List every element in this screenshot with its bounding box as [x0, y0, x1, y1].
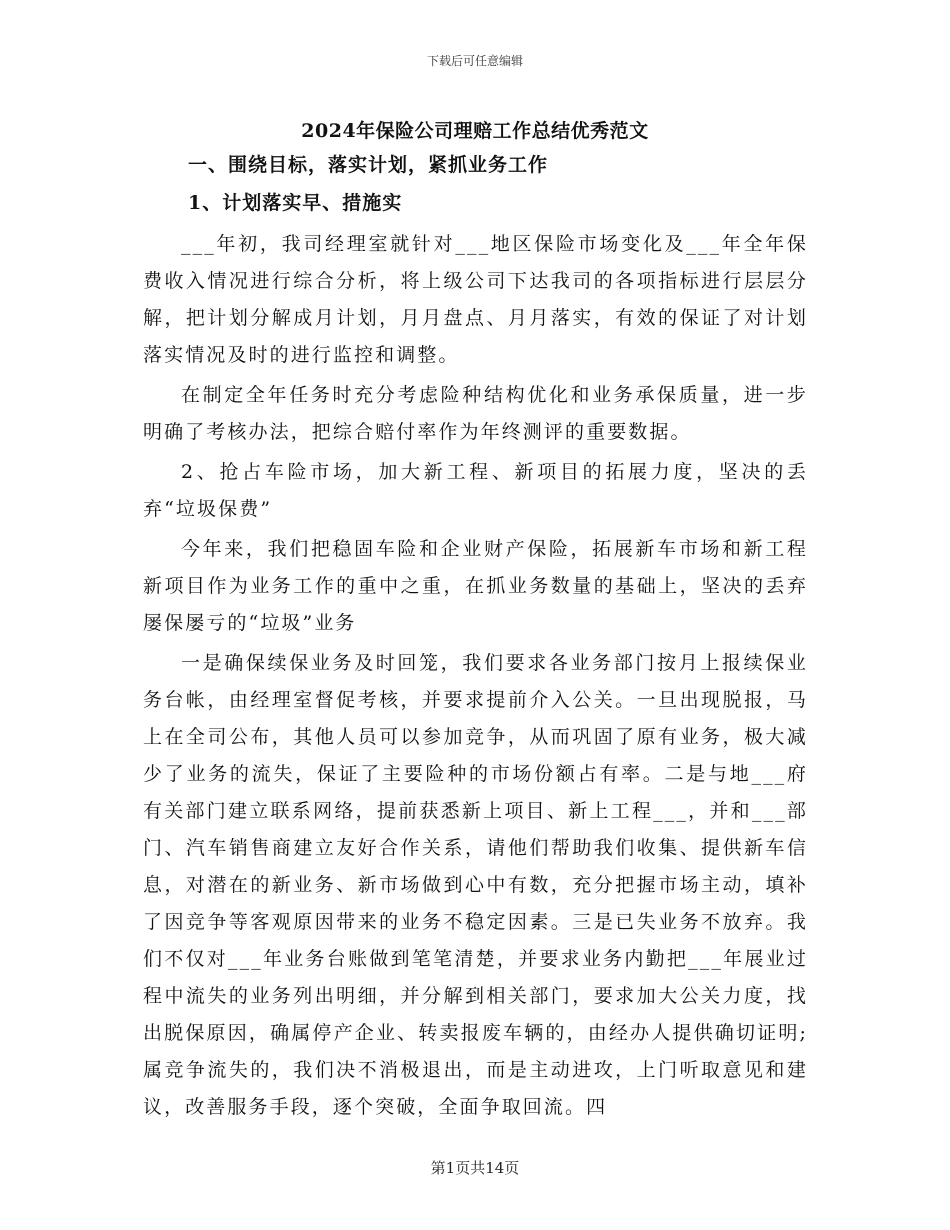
- section-heading: 一、围绕目标，落实计划，紧抓业务工作: [188, 154, 549, 176]
- paragraph: 一是确保续保业务及时回笼，我们要求各业务部门按月上报续保业务台帐，由经理室督促考核，并要求提前介入公关。一旦出现脱报，马上在全司公布，其他人员可以参加竞争，从而巩固了原有业务，极大减少了业务的流失，保证了主要险种的市场份额占有率。二是与地___府有关部门建立联系网络，提前获悉新上项目、新上工程___，并和___部门、汽车销售商建立友好合作关系，请他们帮助我们收集、提供新车信息，对潜在的新业务、新市场做到心中有数，充分把握市场主动，填补了因竞争等客观原因带来的业务不稳定因素。三是已失业务不放弃。我们不仅对___年业务台账做到笔笔清楚，并要求业务内勤把___年展业过程中流失的业务列出明细，并分解到相关部门，要求加大公关力度，找出脱保原因，确属停产企业、转卖报废车辆的，由经办人提供确切证明;属竞争流失的，我们决不消极退出，而是主动进攻，上门听取意见和建议，改善服务手段，逐个突破，全面争取回流。四: [143, 652, 808, 1118]
- page-footer: 第1页共14页: [430, 1159, 520, 1177]
- header-note: 下载后可任意编辑: [426, 54, 523, 68]
- subsection-heading: 1、计划落实早、措施实: [188, 192, 403, 214]
- document-title: 2024年保险公司理赔工作总结优秀范文: [301, 120, 649, 142]
- paragraph: 2、抢占车险市场，加大新工程、新项目的拓展力度，坚决的丢弃“垃圾保费”: [143, 461, 808, 520]
- paragraph: ___年初，我司经理室就针对___地区保险市场变化及___年全年保费收入情况进行综合分析，将上级公司下达我司的各项指标进行层层分解，把计划分解成月计划，月月盘点、月月落实，有效的保证了对计划落实情况及时的进行监控和调整。: [143, 233, 808, 366]
- document-body: [143, 226, 808, 1126]
- paragraph: 在制定全年任务时充分考虑险种结构优化和业务承保质量，进一步明确了考核办法，把综合赔付率作为年终测评的重要数据。: [143, 384, 808, 443]
- paragraph: 今年来，我们把稳固车险和企业财产保险，拓展新车市场和新工程新项目作为业务工作的重中之重，在抓业务数量的基础上，坚决的丢弃屡保屡亏的“垃圾”业务: [143, 538, 808, 634]
